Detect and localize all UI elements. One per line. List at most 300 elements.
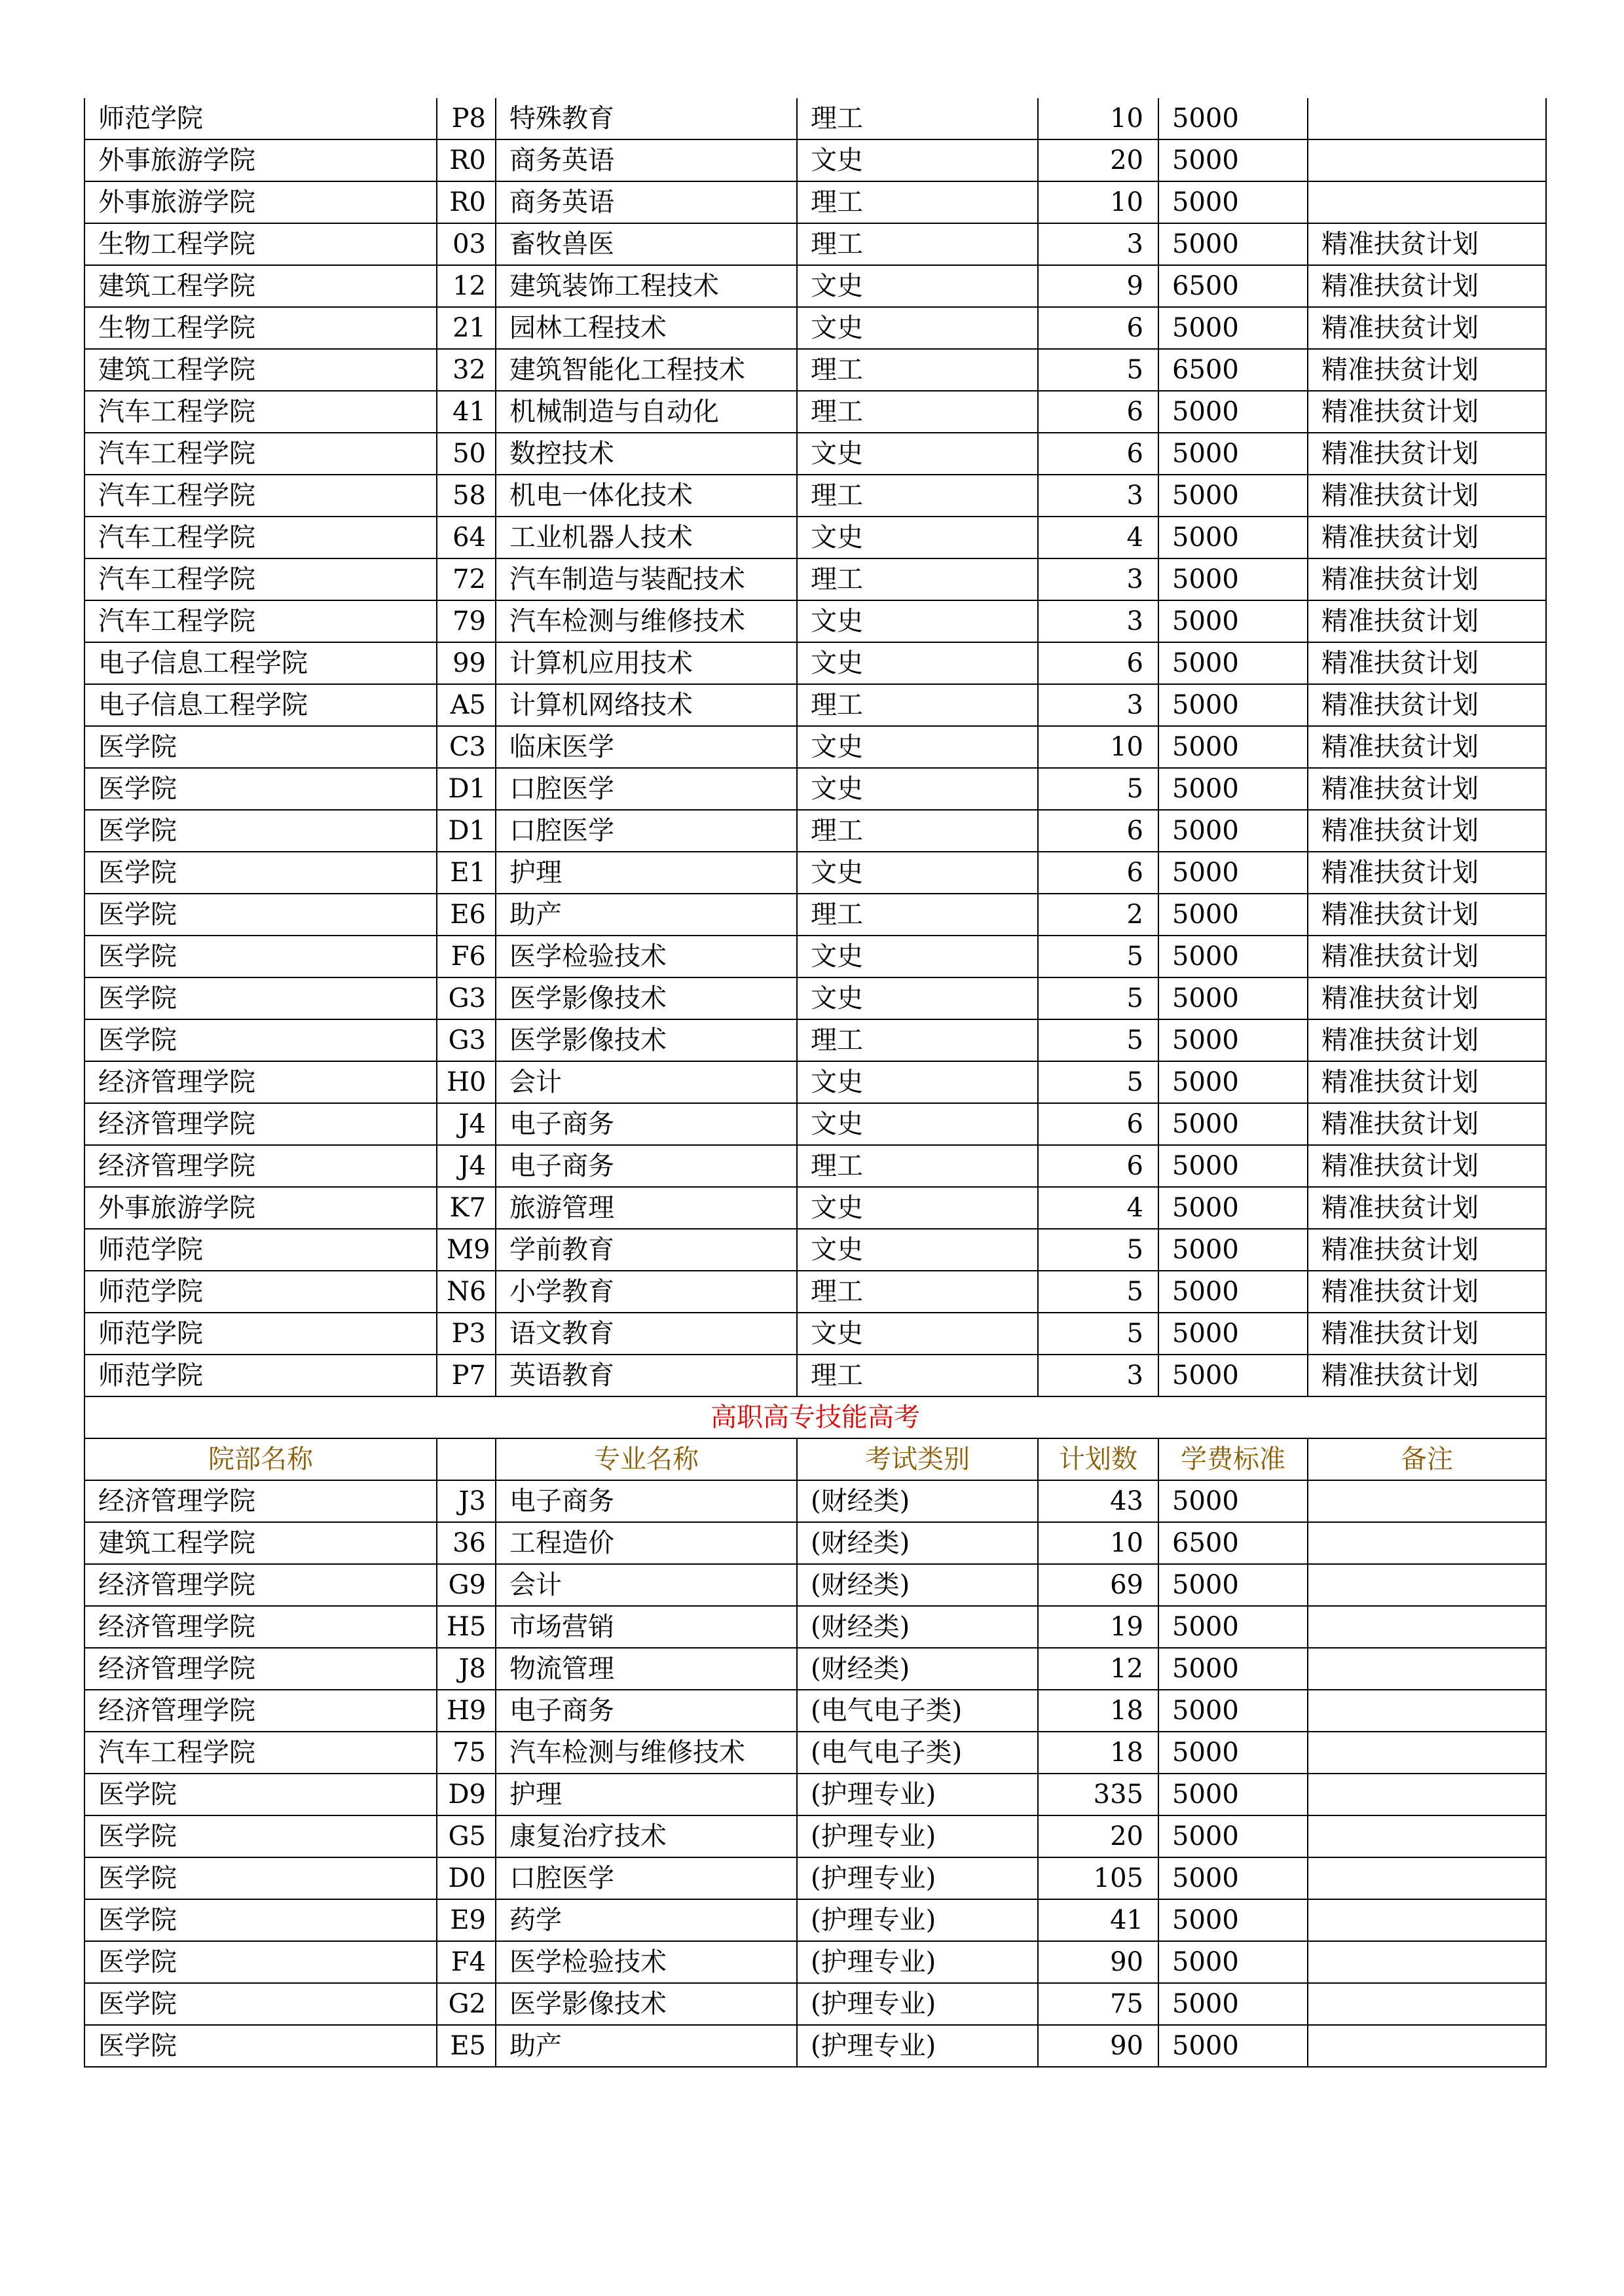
remark-cell: [1308, 1690, 1546, 1732]
code-cell: F4: [437, 1941, 496, 1983]
remark-cell: 精准扶贫计划: [1308, 642, 1546, 684]
college-cell: 医学院: [84, 1983, 437, 2025]
plan-count-cell: 6: [1038, 307, 1158, 349]
college-cell: 师范学院: [84, 1229, 437, 1271]
code-cell: J8: [437, 1648, 496, 1690]
table-row: [84, 1061, 1546, 1103]
major-cell: 商务英语: [496, 139, 797, 181]
remark-cell: 精准扶贫计划: [1308, 1229, 1546, 1271]
table-row: [84, 1187, 1546, 1229]
plan-count-cell: 12: [1038, 1648, 1158, 1690]
category-cell: 文史: [797, 517, 1038, 558]
code-cell: R0: [437, 181, 496, 223]
table-row: [84, 181, 1546, 223]
category-cell: 文史: [797, 139, 1038, 181]
remark-cell: 精准扶贫计划: [1308, 1355, 1546, 1396]
college-cell: 外事旅游学院: [84, 139, 437, 181]
major-cell: 电子商务: [496, 1145, 797, 1187]
plan-count-cell: 3: [1038, 1355, 1158, 1396]
code-cell: 64: [437, 517, 496, 558]
table-row: [84, 433, 1546, 475]
code-cell: J4: [437, 1145, 496, 1187]
major-cell: 建筑装饰工程技术: [496, 265, 797, 307]
remark-cell: 精准扶贫计划: [1308, 768, 1546, 810]
remark-cell: 精准扶贫计划: [1308, 852, 1546, 894]
college-cell: 电子信息工程学院: [84, 642, 437, 684]
table-row: [84, 768, 1546, 810]
code-cell: E5: [437, 2025, 496, 2067]
category-cell: (电气电子类): [797, 1732, 1038, 1774]
remark-cell: 精准扶贫计划: [1308, 391, 1546, 433]
code-cell: A5: [437, 684, 496, 726]
remark-cell: 精准扶贫计划: [1308, 1103, 1546, 1145]
major-cell: 汽车检测与维修技术: [496, 600, 797, 642]
major-cell: 医学影像技术: [496, 977, 797, 1019]
tuition-cell: 5000: [1158, 181, 1308, 223]
remark-cell: [1308, 1564, 1546, 1606]
category-cell: 理工: [797, 558, 1038, 600]
major-cell: 口腔医学: [496, 1857, 797, 1899]
major-cell: 助产: [496, 2025, 797, 2067]
plan-count-cell: 5: [1038, 1313, 1158, 1355]
remark-cell: 精准扶贫计划: [1308, 475, 1546, 517]
tuition-cell: 5000: [1158, 98, 1308, 139]
major-cell: 物流管理: [496, 1648, 797, 1690]
table-row: [84, 1019, 1546, 1061]
remark-cell: 精准扶贫计划: [1308, 1145, 1546, 1187]
tuition-cell: 5000: [1158, 1145, 1308, 1187]
college-cell: 生物工程学院: [84, 223, 437, 265]
code-cell: D1: [437, 810, 496, 852]
plan-count-cell: 5: [1038, 349, 1158, 391]
remark-cell: [1308, 1606, 1546, 1648]
plan-count-cell: 6: [1038, 1103, 1158, 1145]
category-cell: 文史: [797, 642, 1038, 684]
tuition-cell: 5000: [1158, 1061, 1308, 1103]
remark-cell: 精准扶贫计划: [1308, 936, 1546, 977]
code-cell: C3: [437, 726, 496, 768]
tuition-cell: 6500: [1158, 349, 1308, 391]
plan-count-cell: 10: [1038, 726, 1158, 768]
tuition-cell: 5000: [1158, 1271, 1308, 1313]
remark-cell: 精准扶贫计划: [1308, 1019, 1546, 1061]
tuition-cell: 5000: [1158, 1229, 1308, 1271]
code-cell: P3: [437, 1313, 496, 1355]
plan-count-cell: 5: [1038, 977, 1158, 1019]
remark-cell: [1308, 98, 1546, 139]
major-cell: 商务英语: [496, 181, 797, 223]
category-cell: 文史: [797, 1103, 1038, 1145]
plan-count-cell: 75: [1038, 1983, 1158, 2025]
category-cell: 理工: [797, 810, 1038, 852]
tuition-cell: 5000: [1158, 642, 1308, 684]
college-cell: 医学院: [84, 1019, 437, 1061]
plan-count-cell: 18: [1038, 1732, 1158, 1774]
code-cell: 79: [437, 600, 496, 642]
remark-cell: 精准扶贫计划: [1308, 349, 1546, 391]
major-cell: 机电一体化技术: [496, 475, 797, 517]
header-college: 院部名称: [84, 1438, 437, 1480]
plan-count-cell: 5: [1038, 1229, 1158, 1271]
tuition-cell: 5000: [1158, 1355, 1308, 1396]
header-tuition: 学费标准: [1158, 1438, 1308, 1480]
college-cell: 医学院: [84, 768, 437, 810]
college-cell: 医学院: [84, 2025, 437, 2067]
college-cell: 生物工程学院: [84, 307, 437, 349]
plan-count-cell: 4: [1038, 517, 1158, 558]
plan-count-cell: 6: [1038, 391, 1158, 433]
remark-cell: 精准扶贫计划: [1308, 433, 1546, 475]
major-cell: 计算机网络技术: [496, 684, 797, 726]
remark-cell: [1308, 1983, 1546, 2025]
major-cell: 电子商务: [496, 1690, 797, 1732]
tuition-cell: 5000: [1158, 1983, 1308, 2025]
college-cell: 汽车工程学院: [84, 433, 437, 475]
college-cell: 医学院: [84, 894, 437, 936]
code-cell: R0: [437, 139, 496, 181]
tuition-cell: 5000: [1158, 391, 1308, 433]
plan-count-cell: 6: [1038, 852, 1158, 894]
plan-count-cell: 2: [1038, 894, 1158, 936]
college-cell: 医学院: [84, 1774, 437, 1815]
table-row: [84, 1648, 1546, 1690]
tuition-cell: 5000: [1158, 600, 1308, 642]
remark-cell: 精准扶贫计划: [1308, 726, 1546, 768]
tuition-cell: 5000: [1158, 1941, 1308, 1983]
table-row: [84, 265, 1546, 307]
college-cell: 经济管理学院: [84, 1606, 437, 1648]
remark-cell: [1308, 1774, 1546, 1815]
plan-count-cell: 10: [1038, 1522, 1158, 1564]
major-cell: 市场营销: [496, 1606, 797, 1648]
plan-count-cell: 4: [1038, 1187, 1158, 1229]
category-cell: 文史: [797, 1187, 1038, 1229]
major-cell: 机械制造与自动化: [496, 391, 797, 433]
code-cell: D1: [437, 768, 496, 810]
plan-count-cell: 5: [1038, 1271, 1158, 1313]
code-cell: G3: [437, 977, 496, 1019]
tuition-cell: 5000: [1158, 810, 1308, 852]
category-cell: (财经类): [797, 1522, 1038, 1564]
college-cell: 汽车工程学院: [84, 600, 437, 642]
code-cell: E6: [437, 894, 496, 936]
plan-count-cell: 5: [1038, 936, 1158, 977]
remark-cell: 精准扶贫计划: [1308, 977, 1546, 1019]
code-cell: 75: [437, 1732, 496, 1774]
table-row: [84, 475, 1546, 517]
remark-cell: 精准扶贫计划: [1308, 1061, 1546, 1103]
major-cell: 会计: [496, 1061, 797, 1103]
code-cell: 41: [437, 391, 496, 433]
remark-cell: [1308, 1899, 1546, 1941]
table-row: [84, 1941, 1546, 1983]
college-cell: 经济管理学院: [84, 1061, 437, 1103]
plan-count-cell: 6: [1038, 810, 1158, 852]
category-cell: 理工: [797, 684, 1038, 726]
major-cell: 汽车检测与维修技术: [496, 1732, 797, 1774]
category-cell: 理工: [797, 391, 1038, 433]
category-cell: 文史: [797, 977, 1038, 1019]
table-row: [84, 977, 1546, 1019]
category-cell: 文史: [797, 936, 1038, 977]
plan-count-cell: 41: [1038, 1899, 1158, 1941]
remark-cell: 精准扶贫计划: [1308, 1187, 1546, 1229]
remark-cell: [1308, 1648, 1546, 1690]
major-cell: 汽车制造与装配技术: [496, 558, 797, 600]
header-major: 专业名称: [496, 1438, 797, 1480]
remark-cell: 精准扶贫计划: [1308, 810, 1546, 852]
tuition-cell: 5000: [1158, 517, 1308, 558]
remark-cell: [1308, 1815, 1546, 1857]
code-cell: H9: [437, 1690, 496, 1732]
code-cell: E9: [437, 1899, 496, 1941]
college-cell: 外事旅游学院: [84, 1187, 437, 1229]
major-cell: 小学教育: [496, 1271, 797, 1313]
college-cell: 医学院: [84, 1899, 437, 1941]
tuition-cell: 5000: [1158, 139, 1308, 181]
remark-cell: 精准扶贫计划: [1308, 223, 1546, 265]
tuition-cell: 5000: [1158, 1732, 1308, 1774]
table-row: [84, 1145, 1546, 1187]
table-row: [84, 223, 1546, 265]
tuition-cell: 5000: [1158, 1187, 1308, 1229]
plan-count-cell: 6: [1038, 433, 1158, 475]
remark-cell: 精准扶贫计划: [1308, 600, 1546, 642]
code-cell: 36: [437, 1522, 496, 1564]
plan-count-cell: 3: [1038, 558, 1158, 600]
tuition-cell: 5000: [1158, 768, 1308, 810]
category-cell: 理工: [797, 98, 1038, 139]
major-cell: 药学: [496, 1899, 797, 1941]
code-cell: M9: [437, 1229, 496, 1271]
tuition-cell: 5000: [1158, 223, 1308, 265]
category-cell: 理工: [797, 223, 1038, 265]
remark-cell: [1308, 1857, 1546, 1899]
plan-count-cell: 18: [1038, 1690, 1158, 1732]
major-cell: 数控技术: [496, 433, 797, 475]
tuition-cell: 5000: [1158, 433, 1308, 475]
plan-count-cell: 10: [1038, 181, 1158, 223]
college-cell: 医学院: [84, 1941, 437, 1983]
category-cell: 理工: [797, 894, 1038, 936]
college-cell: 医学院: [84, 726, 437, 768]
major-cell: 畜牧兽医: [496, 223, 797, 265]
category-cell: (财经类): [797, 1606, 1038, 1648]
tuition-cell: 5000: [1158, 1564, 1308, 1606]
category-cell: (护理专业): [797, 2025, 1038, 2067]
plan-count-cell: 5: [1038, 768, 1158, 810]
plan-count-cell: 90: [1038, 1941, 1158, 1983]
code-cell: G5: [437, 1815, 496, 1857]
remark-cell: 精准扶贫计划: [1308, 894, 1546, 936]
tuition-cell: 6500: [1158, 1522, 1308, 1564]
category-cell: 理工: [797, 475, 1038, 517]
category-cell: 文史: [797, 726, 1038, 768]
tuition-cell: 5000: [1158, 1899, 1308, 1941]
tuition-cell: 5000: [1158, 894, 1308, 936]
category-cell: 文史: [797, 768, 1038, 810]
major-cell: 医学影像技术: [496, 1983, 797, 2025]
major-cell: 电子商务: [496, 1480, 797, 1522]
college-cell: 医学院: [84, 1857, 437, 1899]
table-row: [84, 2025, 1546, 2067]
major-cell: 特殊教育: [496, 98, 797, 139]
category-cell: (护理专业): [797, 1774, 1038, 1815]
code-cell: G2: [437, 1983, 496, 2025]
tuition-cell: 5000: [1158, 1313, 1308, 1355]
major-cell: 计算机应用技术: [496, 642, 797, 684]
major-cell: 学前教育: [496, 1229, 797, 1271]
college-cell: 师范学院: [84, 1271, 437, 1313]
table-row: [84, 726, 1546, 768]
major-cell: 医学检验技术: [496, 1941, 797, 1983]
header-exam-category: 考试类别: [797, 1438, 1038, 1480]
category-cell: 理工: [797, 349, 1038, 391]
college-cell: 经济管理学院: [84, 1690, 437, 1732]
code-cell: F6: [437, 936, 496, 977]
major-cell: 工业机器人技术: [496, 517, 797, 558]
table-row: [84, 1815, 1546, 1857]
tuition-cell: 5000: [1158, 1606, 1308, 1648]
code-cell: E1: [437, 852, 496, 894]
remark-cell: [1308, 139, 1546, 181]
table-row: [84, 1522, 1546, 1564]
tuition-cell: 5000: [1158, 558, 1308, 600]
header-remark: 备注: [1308, 1438, 1546, 1480]
plan-count-cell: 3: [1038, 475, 1158, 517]
tuition-cell: 5000: [1158, 1480, 1308, 1522]
plan-count-cell: 69: [1038, 1564, 1158, 1606]
category-cell: 理工: [797, 1019, 1038, 1061]
plan-count-cell: 90: [1038, 2025, 1158, 2067]
table-row: [84, 936, 1546, 977]
code-cell: 72: [437, 558, 496, 600]
major-cell: 护理: [496, 852, 797, 894]
code-cell: P8: [437, 98, 496, 139]
plan-count-cell: 3: [1038, 223, 1158, 265]
tuition-cell: 5000: [1158, 1774, 1308, 1815]
tuition-cell: 5000: [1158, 2025, 1308, 2067]
college-cell: 汽车工程学院: [84, 558, 437, 600]
tuition-cell: 5000: [1158, 1857, 1308, 1899]
college-cell: 师范学院: [84, 98, 437, 139]
college-cell: 医学院: [84, 936, 437, 977]
table-row: [84, 517, 1546, 558]
table-row: [84, 391, 1546, 433]
major-cell: 电子商务: [496, 1103, 797, 1145]
code-cell: 32: [437, 349, 496, 391]
plan-count-cell: 20: [1038, 1815, 1158, 1857]
category-cell: (财经类): [797, 1564, 1038, 1606]
college-cell: 经济管理学院: [84, 1103, 437, 1145]
code-cell: H0: [437, 1061, 496, 1103]
major-cell: 口腔医学: [496, 768, 797, 810]
tuition-cell: 5000: [1158, 475, 1308, 517]
remark-cell: [1308, 1522, 1546, 1564]
major-cell: 旅游管理: [496, 1187, 797, 1229]
remark-cell: [1308, 1480, 1546, 1522]
major-cell: 语文教育: [496, 1313, 797, 1355]
tuition-cell: 5000: [1158, 307, 1308, 349]
section-title-row: [84, 1396, 1546, 1438]
college-cell: 汽车工程学院: [84, 475, 437, 517]
category-cell: (护理专业): [797, 1857, 1038, 1899]
code-cell: 03: [437, 223, 496, 265]
remark-cell: 精准扶贫计划: [1308, 265, 1546, 307]
table-row: [84, 1774, 1546, 1815]
major-cell: 医学影像技术: [496, 1019, 797, 1061]
table-row: [84, 684, 1546, 726]
category-cell: 理工: [797, 1145, 1038, 1187]
tuition-cell: 5000: [1158, 852, 1308, 894]
code-cell: K7: [437, 1187, 496, 1229]
code-cell: P7: [437, 1355, 496, 1396]
table-row: [84, 600, 1546, 642]
table-row: [84, 810, 1546, 852]
college-cell: 医学院: [84, 977, 437, 1019]
code-cell: G3: [437, 1019, 496, 1061]
plan-count-cell: 20: [1038, 139, 1158, 181]
category-cell: 理工: [797, 181, 1038, 223]
major-cell: 工程造价: [496, 1522, 797, 1564]
tuition-cell: 5000: [1158, 1019, 1308, 1061]
table-row: [84, 852, 1546, 894]
remark-cell: [1308, 1941, 1546, 1983]
category-cell: 文史: [797, 1313, 1038, 1355]
code-cell: D0: [437, 1857, 496, 1899]
college-cell: 师范学院: [84, 1355, 437, 1396]
remark-cell: 精准扶贫计划: [1308, 1313, 1546, 1355]
plan-count-cell: 19: [1038, 1606, 1158, 1648]
table-row: [84, 139, 1546, 181]
category-cell: 文史: [797, 1229, 1038, 1271]
table-row: [84, 1690, 1546, 1732]
college-cell: 医学院: [84, 852, 437, 894]
tuition-cell: 5000: [1158, 1103, 1308, 1145]
header-code: [437, 1438, 496, 1480]
skills-exam-table-body: [84, 1396, 1546, 2067]
major-cell: 临床医学: [496, 726, 797, 768]
remark-cell: 精准扶贫计划: [1308, 558, 1546, 600]
category-cell: 文史: [797, 433, 1038, 475]
college-cell: 师范学院: [84, 1313, 437, 1355]
category-cell: 文史: [797, 600, 1038, 642]
category-cell: (护理专业): [797, 1815, 1038, 1857]
plan-count-cell: 3: [1038, 600, 1158, 642]
enrollment-table: [84, 98, 1547, 2068]
plan-count-cell: 9: [1038, 265, 1158, 307]
code-cell: 58: [437, 475, 496, 517]
category-cell: (护理专业): [797, 1899, 1038, 1941]
table-row: [84, 1899, 1546, 1941]
major-cell: 护理: [496, 1774, 797, 1815]
table-row: [84, 894, 1546, 936]
tuition-cell: 5000: [1158, 1690, 1308, 1732]
plan-count-cell: 6: [1038, 642, 1158, 684]
major-cell: 英语教育: [496, 1355, 797, 1396]
major-cell: 建筑智能化工程技术: [496, 349, 797, 391]
remark-cell: [1308, 181, 1546, 223]
table-row: [84, 1103, 1546, 1145]
category-cell: 文史: [797, 852, 1038, 894]
category-cell: 文史: [797, 307, 1038, 349]
code-cell: 21: [437, 307, 496, 349]
remark-cell: 精准扶贫计划: [1308, 1271, 1546, 1313]
table-row: [84, 1983, 1546, 2025]
table-row: [84, 1606, 1546, 1648]
remark-cell: 精准扶贫计划: [1308, 684, 1546, 726]
code-cell: 50: [437, 433, 496, 475]
